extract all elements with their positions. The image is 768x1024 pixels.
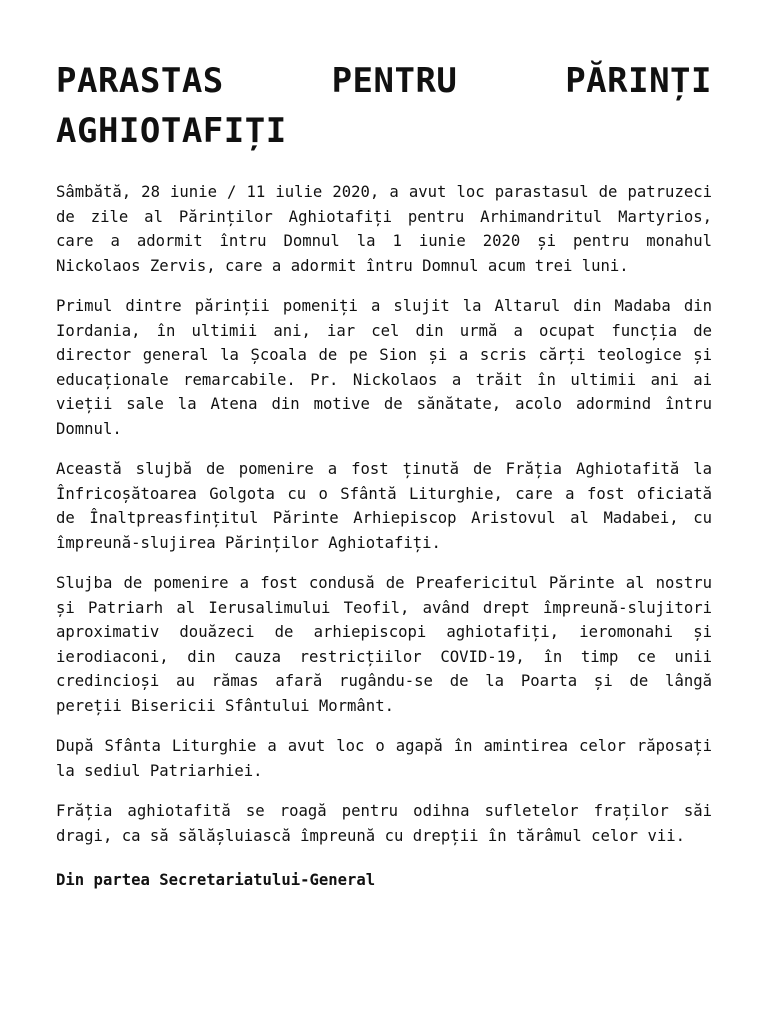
article-title: PARASTAS PENTRU PĂRINȚI AGHIOTAFIȚI — [56, 61, 712, 151]
paragraph-3: Această slujbă de pomenire a fost ținută de Frăția Aghiotafită la Înfricoșătoarea Golgota cu o Sfântă Liturghie, care a fost oficiată de Înaltpreasfințitul Părinte Arhiepiscop Aristovul al Madabei, cu împreună-slujirea Părinților Aghiotafiți. — [56, 460, 712, 552]
signature: Din partea Secretariatului-General — [56, 871, 376, 889]
paragraph-2: Primul dintre părinții pomeniți a slujit la Altarul din Madaba din Iordania, în ultimii ani, iar cel din urmă a ocupat funcția de director general la Școala de pe Sion și a scris cărți teologice și educaționale remarcabile. Pr. Nickolaos a trăit în ultimii ani ai vieții sale la Atena din motive de sănătate, acolo adormind întru Domnul. — [56, 297, 712, 438]
paragraph-4: Slujba de pomenire a fost condusă de Preafericitul Părinte al nostru și Patriarh al Ierusalimului Teofil, având drept împreună-slujitori aproximativ douăzeci de arhiepiscopi aghiotafiți, ieromonahi și ierodiaconi, din cauza restricțiilor COVID-19, în timp ce unii credincioși au rămas afară rugându-se de la Poarta și de lângă pereții Bisericii Sfântului Mormânt. — [56, 574, 712, 715]
paragraph-5: După Sfânta Liturghie a avut loc o agapă în amintirea celor răposați la sediul Patriarhiei. — [56, 737, 712, 780]
paragraph-1: Sâmbătă, 28 iunie / 11 iulie 2020, a avut loc parastasul de patruzeci de zile al Părinților Aghiotafiți pentru Arhimandritul Martyrios, care a adormit întru Domnul la 1 iunie 2020 și pentru monahul Nickolaos Zervis, care a adormit întru Domnul acum trei luni. — [56, 183, 712, 275]
paragraph-6: Frăția aghiotafită se roagă pentru odihna sufletelor fraților săi dragi, ca să sălășluiască împreună cu drepții în tărâmul celor vii. — [56, 802, 712, 845]
